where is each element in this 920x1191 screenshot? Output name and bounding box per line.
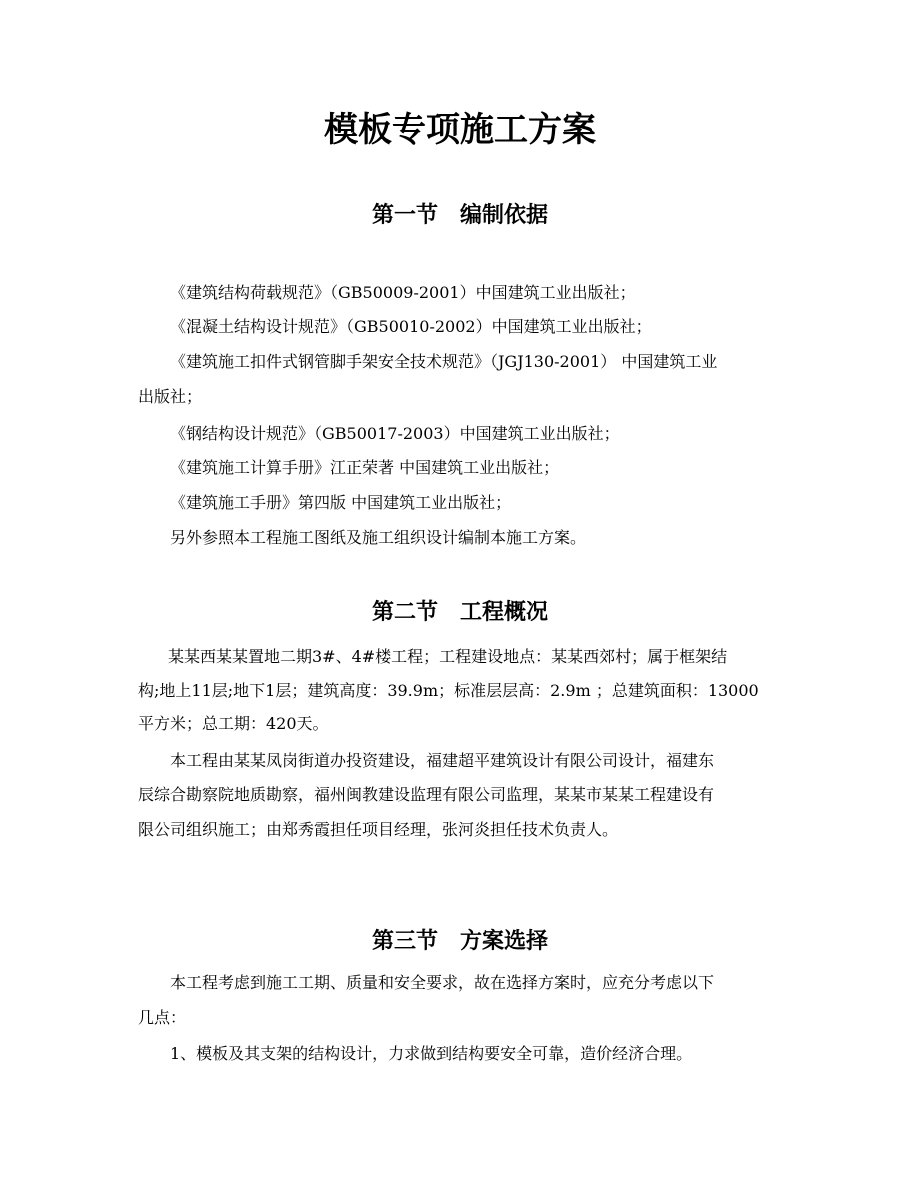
overview-line: 平方米；总工期：420天。 — [138, 714, 329, 733]
reference-item: 《建筑施工计算手册》江正荣著 中国建筑工业出版社； — [170, 458, 560, 477]
reference-item: 《建筑结构荷载规范》（GB50009-2001）中国建筑工业出版社； — [170, 283, 636, 302]
section-1-title: 第一节 编制依据 — [371, 202, 548, 228]
overview-line: 辰综合勘察院地质勘察，福州闽教建设监理有限公司监理，某某市某某工程建设有 — [138, 785, 715, 804]
scheme-line: 几点： — [138, 1008, 187, 1027]
overview-line: 限公司组织施工；由郑秀霞担任项目经理，张河炎担任技术负责人。 — [138, 820, 619, 839]
scheme-point: 1、模板及其支架的结构设计，力求做到结构要安全可靠，造价经济合理。 — [170, 1044, 693, 1063]
reference-item-continuation: 出版社； — [138, 387, 203, 406]
section-2-title: 第二节 工程概况 — [371, 599, 548, 625]
reference-item: 《建筑施工手册》第四版 中国建筑工业出版社； — [170, 493, 512, 512]
reference-item: 《钢结构设计规范》（GB50017-2003）中国建筑工业出版社； — [170, 424, 620, 443]
reference-note: 另外参照本工程施工图纸及施工组织设计编制本施工方案。 — [170, 528, 587, 547]
reference-item: 《混凝土结构设计规范》（GB50010-2002）中国建筑工业出版社； — [170, 317, 652, 336]
scheme-line: 本工程考虑到施工工期、质量和安全要求，故在选择方案时，应充分考虑以下 — [170, 973, 715, 992]
overview-line: 某某西某某置地二期3#、4#楼工程；工程建设地点：某某西郊村；属于框架结 — [168, 647, 728, 666]
overview-line: 本工程由某某凤岗街道办投资建设，福建超平建筑设计有限公司设计，福建东 — [170, 751, 715, 770]
overview-line: 构;地上11层;地下1层；建筑高度：39.9m；标准层层高：2.9m ；总建筑面积：13000 — [138, 681, 759, 700]
document-title: 模板专项施工方案 — [324, 110, 596, 150]
section-3-title: 第三节 方案选择 — [371, 928, 548, 954]
reference-item: 《建筑施工扣件式钢管脚手架安全技术规范》（JGJ130-2001） 中国建筑工业 — [170, 352, 718, 371]
